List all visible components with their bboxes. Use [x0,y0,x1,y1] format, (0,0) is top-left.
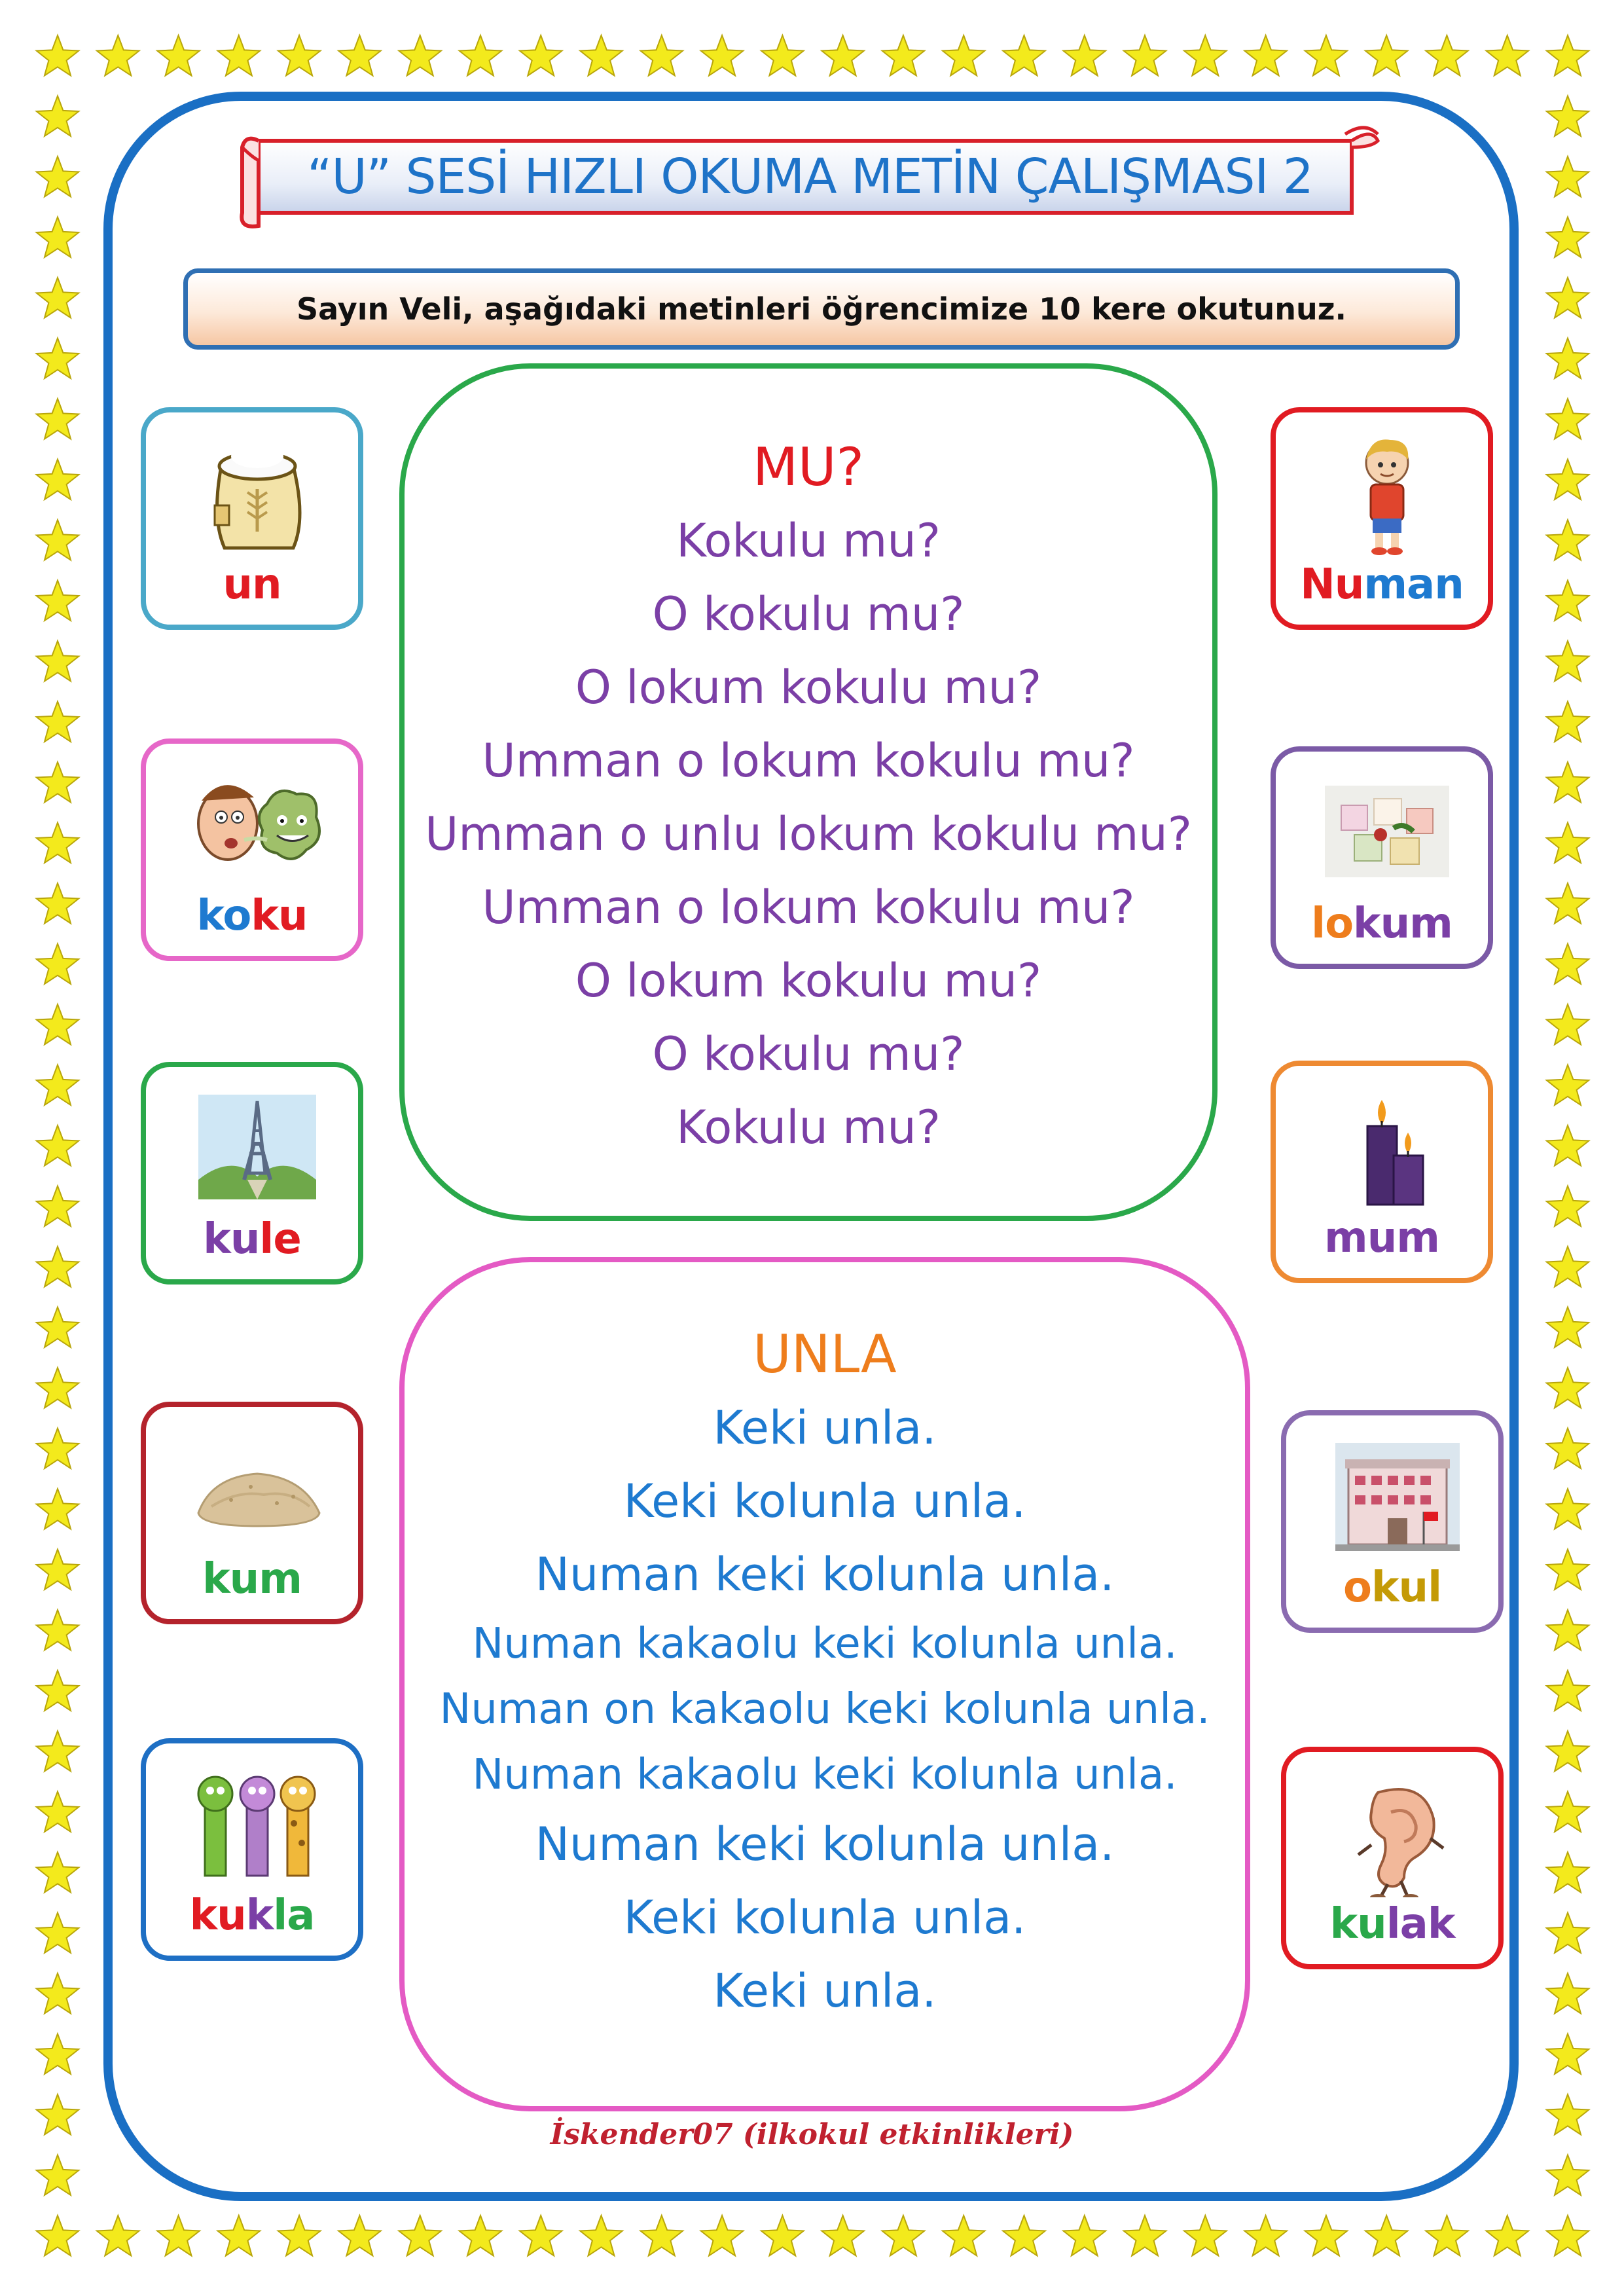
star-icon [1547,217,1589,258]
star-icon [1547,1368,1589,1408]
star-icon [37,1852,79,1893]
boy-icon [1315,427,1459,558]
star-icon [37,1610,79,1650]
star-icon [1547,399,1589,439]
star-icon [37,1186,79,1227]
reading-text-unla [399,1257,1250,2111]
star-icon [1547,581,1589,621]
text-line: Numan keki kolunla unla. [535,1548,1115,1601]
picture-card-kum [141,1402,363,1624]
star-icon [37,96,79,137]
star-icon [1426,35,1468,76]
star-icon [761,2215,804,2256]
star-icon [1365,2215,1408,2256]
star-icon [1547,278,1589,318]
star-icon [1184,35,1227,76]
star-icon [1426,2215,1468,2256]
star-icon [1547,1610,1589,1650]
star-icon [1547,1671,1589,1711]
text-line: Kokulu mu? [676,514,941,568]
text-line: Umman o unlu lokum kokulu mu? [425,807,1192,861]
star-icon [37,520,79,560]
text-line: Umman o lokum kokulu mu? [482,734,1135,788]
syllable: kum [1353,900,1453,948]
star-icon [37,338,79,379]
star-icon [1547,641,1589,682]
syllable: man [1363,560,1464,609]
star-icon [882,35,925,76]
star-icon [943,35,985,76]
star-icon [37,581,79,621]
star-icon [399,35,441,76]
star-icon [1003,35,1045,76]
star-icon [37,460,79,500]
star-icon [1547,520,1589,560]
flour-sack-icon [185,427,329,558]
star-icon [641,2215,683,2256]
star-icon [338,35,381,76]
star-icon [37,1004,79,1045]
syllable: un [223,560,281,609]
star-icon [1365,35,1408,76]
text-line: Umman o lokum kokulu mu? [482,881,1135,934]
star-icon [1547,1852,1589,1893]
star-icon [1547,1065,1589,1106]
star-icon [399,2215,441,2256]
star-icon [338,2215,381,2256]
star-icon [1305,35,1348,76]
syllable: ku [203,1215,260,1264]
star-icon [1184,2215,1227,2256]
picture-card-kulak [1281,1747,1504,1969]
star-icon [580,2215,623,2256]
star-icon [1003,2215,1045,2256]
star-icon [1547,1731,1589,1772]
text-line: Numan kakaolu keki kolunla unla. [472,1751,1178,1799]
syllable: ko [196,892,251,940]
star-icon [520,2215,562,2256]
star-icon [37,2034,79,2075]
smell-icon [185,758,329,889]
star-icon [1547,1550,1589,1590]
star-icon [580,35,623,76]
star-icon [37,762,79,803]
star-icon [157,2215,200,2256]
star-icon [37,702,79,742]
syllable: ku [1329,1900,1386,1948]
star-icon [1063,2215,1106,2256]
candles-icon [1315,1080,1459,1211]
syllable: Nu [1300,560,1364,609]
star-icon [1547,338,1589,379]
text-line: Numan on kakaolu keki kolunla unla. [439,1685,1210,1734]
syllable: ku [189,1891,246,1940]
star-icon [218,35,261,76]
syllable: la [273,1891,315,1940]
picture-card-numan [1271,407,1493,630]
card-word [1276,560,1488,609]
star-icon [37,217,79,258]
puppets-icon [185,1758,329,1889]
star-icon [1547,1247,1589,1287]
star-icon [37,1307,79,1348]
card-word [1286,1563,1498,1612]
card-word [146,560,358,609]
text-heading: MU? [752,437,865,498]
star-icon [37,278,79,318]
star-icon [701,35,744,76]
star-icon [37,641,79,682]
card-word [146,892,358,940]
star-icon [701,2215,744,2256]
star-icon [37,823,79,864]
star-icon [37,1550,79,1590]
card-word [1286,1900,1498,1948]
star-icon [37,1429,79,1469]
star-icon [1547,702,1589,742]
star-icon [37,1489,79,1529]
star-icon [37,1731,79,1772]
syllable: kum [202,1555,302,1603]
star-icon [1547,823,1589,864]
star-icon [1547,1792,1589,1832]
star-icon [1547,460,1589,500]
picture-card-koku [141,738,363,961]
star-icon [1244,2215,1287,2256]
star-icon [1547,156,1589,197]
star-icon [1547,2155,1589,2196]
star-icon [1547,1125,1589,1166]
star-icon [1547,1913,1589,1954]
school-building-icon [1326,1430,1470,1561]
star-icon [37,2155,79,2196]
star-icon [1547,883,1589,924]
star-icon [37,1368,79,1408]
picture-card-kule [141,1062,363,1285]
text-line: Keki unla. [713,1964,937,2018]
star-icon [37,156,79,197]
star-icon [278,2215,321,2256]
star-icon [1547,2034,1589,2075]
star-icon [821,2215,864,2256]
star-icon [37,1065,79,1106]
star-icon [1124,2215,1166,2256]
star-icon [1547,1004,1589,1045]
star-icon [1547,762,1589,803]
star-icon [37,35,79,76]
text-heading: UNLA [753,1324,897,1385]
star-icon [1547,1973,1589,2014]
syllable: k [245,1891,274,1940]
card-word [146,1555,358,1603]
star-icon [37,1913,79,1954]
text-line: Kokulu mu? [676,1101,941,1154]
star-icon [1547,1429,1589,1469]
star-icon [761,35,804,76]
syllable: kul [1371,1563,1442,1612]
text-line: Keki kolunla unla. [623,1891,1026,1944]
reading-text-mu [399,363,1218,1221]
star-icon [37,944,79,985]
text-line: Keki unla. [713,1401,937,1455]
star-icon [1547,944,1589,985]
star-icon [37,1125,79,1166]
page-title: “U” SESİ HIZLI OKUMA METİN ÇALIŞMASI 2 [307,149,1313,205]
sand-pile-icon [185,1421,329,1552]
title-banner [239,121,1381,232]
picture-card-mum [1271,1061,1493,1283]
syllable: ku [251,892,308,940]
star-icon [37,399,79,439]
star-icon [1547,2215,1589,2256]
star-icon [37,883,79,924]
text-line: O kokulu mu? [652,587,965,641]
picture-card-lokum [1271,746,1493,969]
star-icon [1244,35,1287,76]
ear-icon [1326,1766,1470,1897]
text-line: O lokum kokulu mu? [575,661,1042,714]
star-icon [460,2215,502,2256]
card-word [1276,1214,1488,1262]
star-icon [1547,1489,1589,1529]
text-line: Keki kolunla unla. [623,1474,1026,1528]
text-line: O lokum kokulu mu? [575,954,1042,1008]
star-icon [460,35,502,76]
picture-card-kukla [141,1738,363,1961]
text-line: O kokulu mu? [652,1027,965,1081]
star-icon [1486,35,1528,76]
syllable: lo [1311,900,1354,948]
syllable: lak [1386,1900,1455,1948]
star-icon [1305,2215,1348,2256]
star-icon [37,1671,79,1711]
star-icon [1547,35,1589,76]
star-icon [943,2215,985,2256]
star-icon [641,35,683,76]
text-line: Numan keki kolunla unla. [535,1817,1115,1871]
card-word [146,1891,358,1940]
star-icon [821,35,864,76]
star-icon [1547,1186,1589,1227]
parent-notice: Sayın Veli, aşağıdaki metinleri öğrencimize 10 kere okutunuz. [183,268,1460,350]
star-icon [882,2215,925,2256]
picture-card-okul [1281,1410,1504,1633]
text-line: Numan kakaolu keki kolunla unla. [472,1620,1178,1668]
star-icon [278,35,321,76]
star-icon [37,1973,79,2014]
card-word [1276,900,1488,948]
star-icon [1547,96,1589,137]
star-icon [37,2215,79,2256]
star-icon [1547,1307,1589,1348]
syllable: mum [1324,1214,1439,1262]
turkish-delight-icon [1315,766,1459,897]
syllable: le [259,1215,301,1264]
syllable: o [1343,1563,1371,1612]
star-icon [37,1247,79,1287]
star-icon [1124,35,1166,76]
star-icon [37,1792,79,1832]
footer-credit: İskender07 (ilkokul etkinlikleri) [550,2118,1074,2151]
star-icon [520,35,562,76]
star-icon [1063,35,1106,76]
star-icon [97,2215,139,2256]
star-icon [1486,2215,1528,2256]
star-icon [97,35,139,76]
card-word [146,1215,358,1264]
star-icon [157,35,200,76]
star-icon [218,2215,261,2256]
picture-card-un [141,407,363,630]
eiffel-tower-icon [185,1082,329,1212]
